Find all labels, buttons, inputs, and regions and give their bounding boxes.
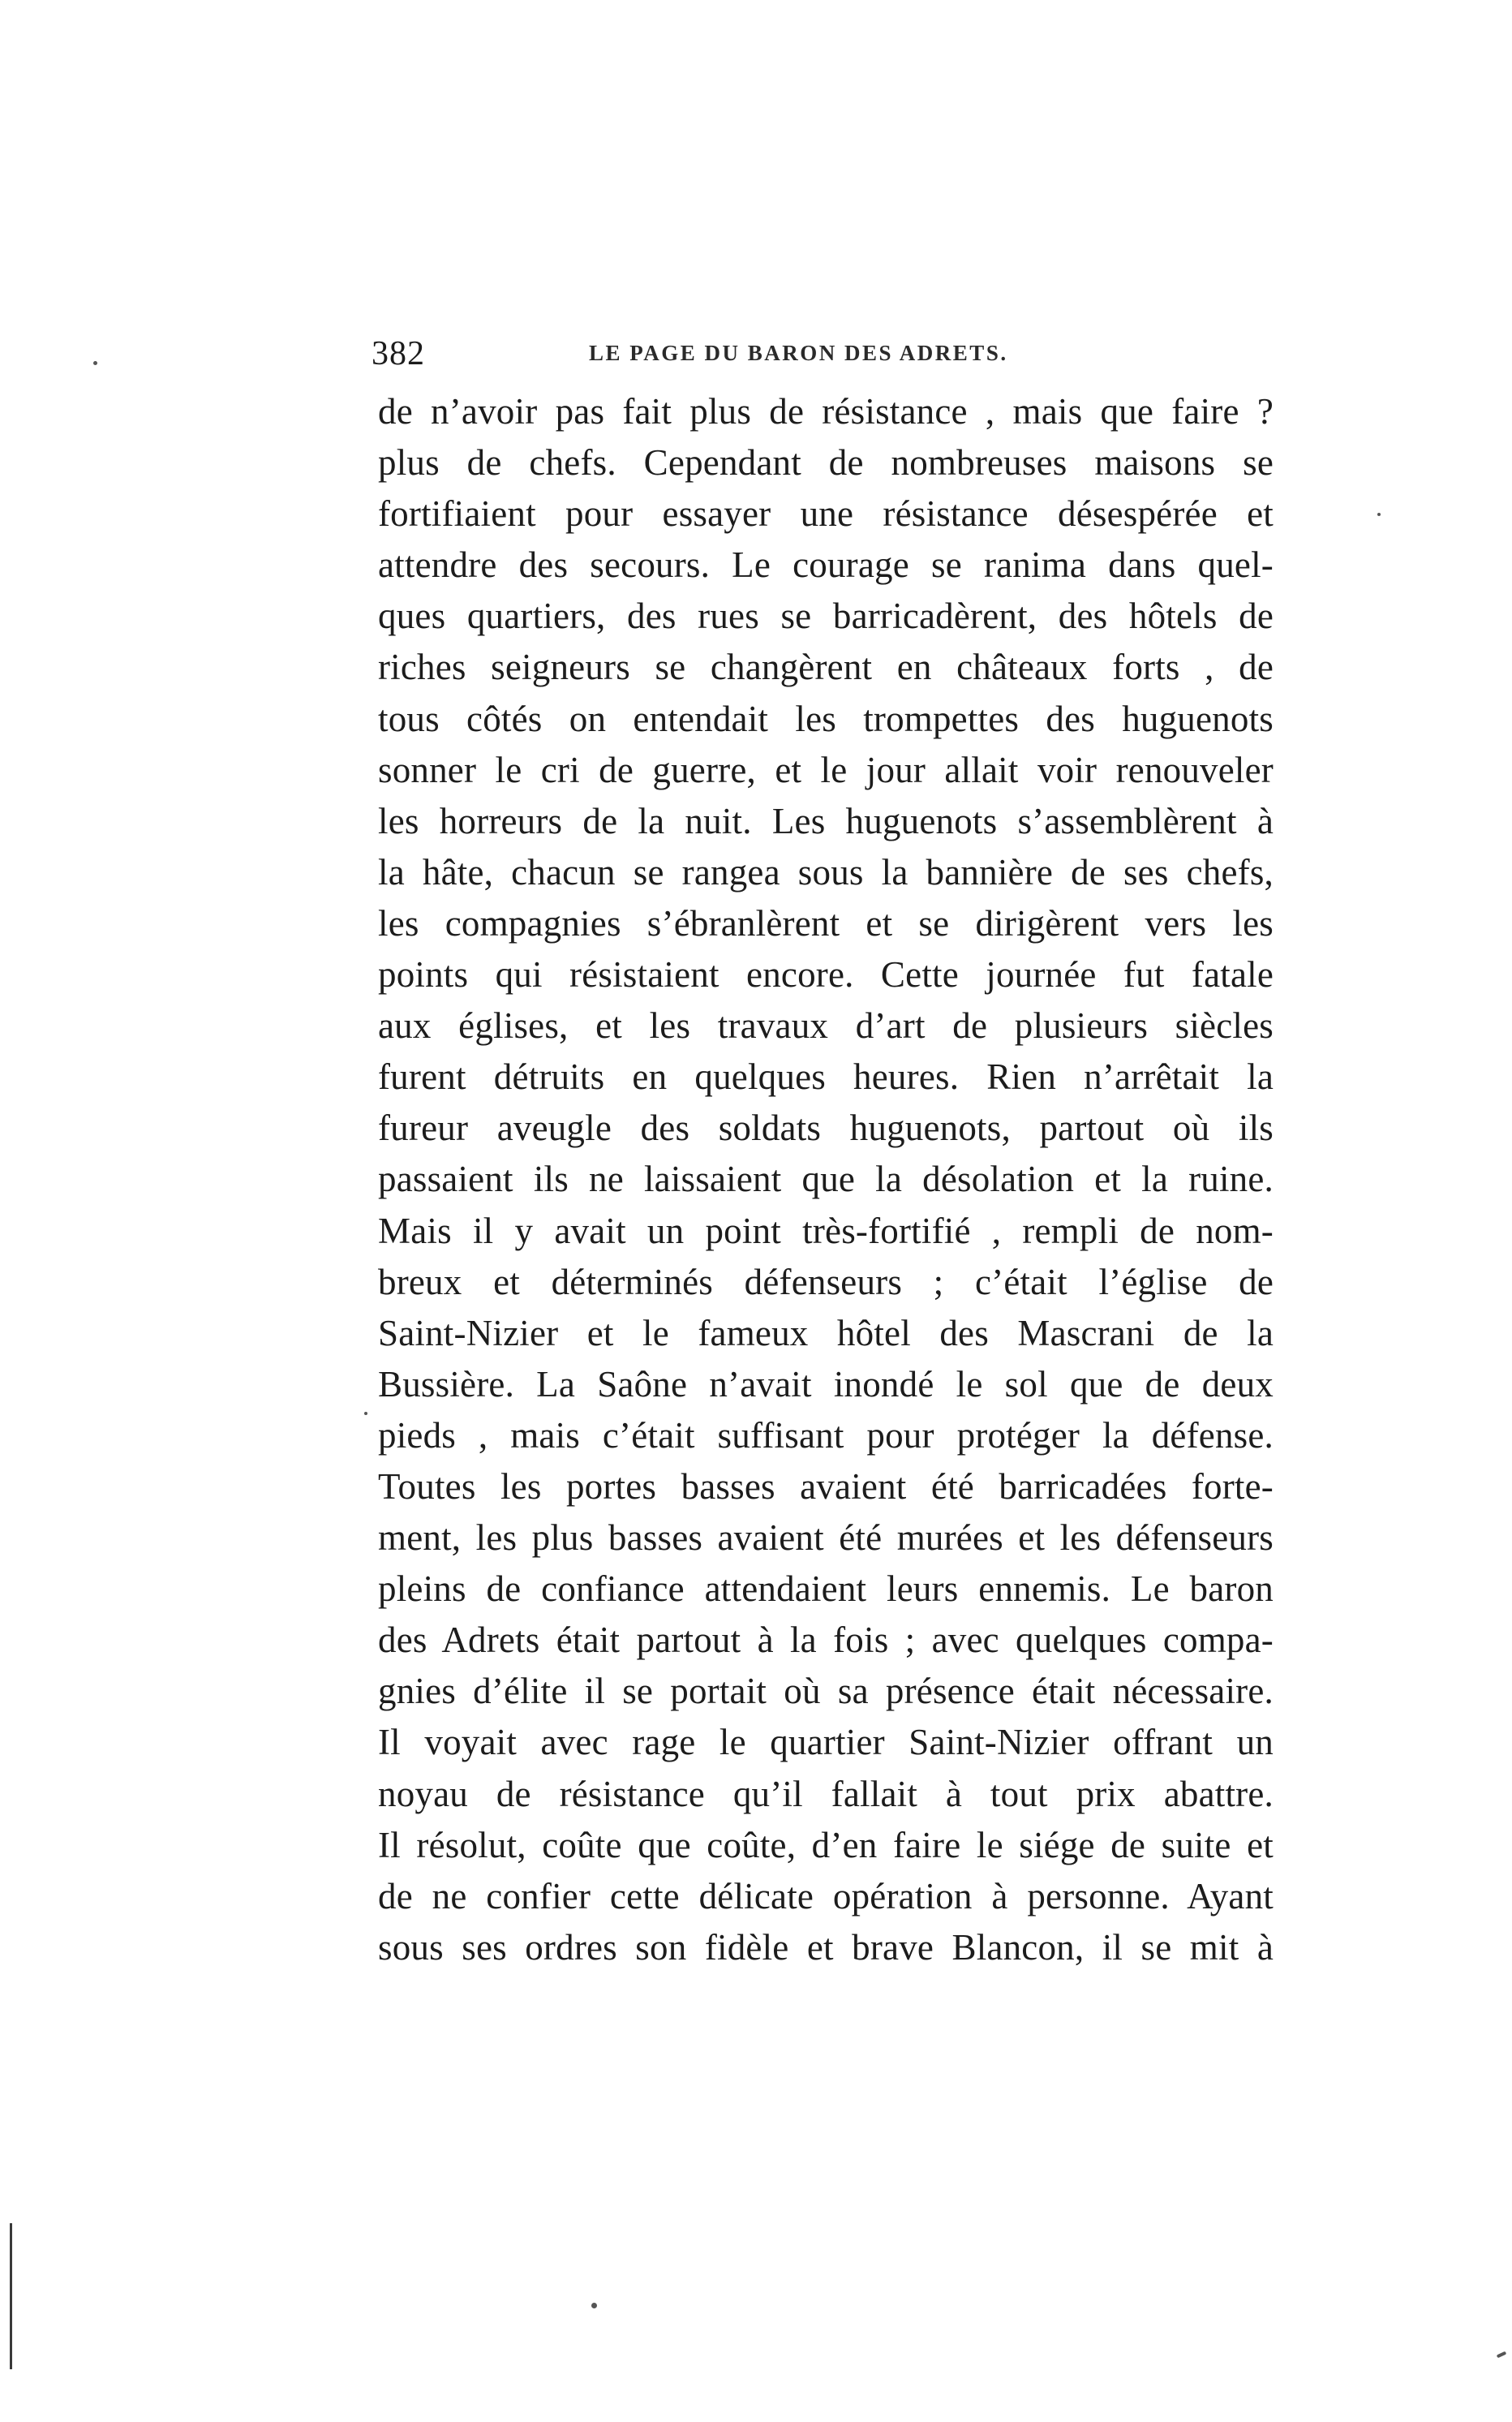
text-line: fureur aveugle des soldats huguenots, partout où ils bbox=[378, 1108, 1274, 1149]
text-line: Mais il y avait un point très-fortifié , rempli de nom- bbox=[378, 1210, 1274, 1251]
text-line: de n’avoir pas fait plus de résistance , mais que faire ? bbox=[378, 391, 1274, 432]
scan-margin-rule bbox=[10, 2223, 12, 2369]
scan-speck bbox=[1377, 513, 1381, 516]
text-line: Toutes les portes basses avaient été barricadées forte- bbox=[378, 1465, 1274, 1507]
scan-speck bbox=[591, 2303, 597, 2308]
text-line: plus de chefs. Cependant de nombreuses maisons se bbox=[378, 442, 1274, 484]
text-line: breux et déterminés défenseurs ; c’était l’église de bbox=[378, 1261, 1274, 1302]
text-line: Saint-Nizier et le fameux hôtel des Mascrani de la bbox=[378, 1312, 1274, 1353]
scan-speck bbox=[364, 1412, 367, 1415]
text-line: tous côtés on entendait les trompettes des huguenots bbox=[378, 698, 1274, 739]
text-line: noyau de résistance qu’il fallait à tout prix abattre. bbox=[378, 1773, 1274, 1814]
text-line: la hâte, chacun se rangea sous la bannière de ses chefs, bbox=[378, 851, 1274, 893]
text-line: pleins de confiance attendaient leurs ennemis. Le baron bbox=[378, 1568, 1274, 1610]
text-line: points qui résistaient encore. Cette journée fut fatale bbox=[378, 954, 1274, 996]
text-line: riches seigneurs se changèrent en châteaux forts , de bbox=[378, 647, 1274, 688]
scan-speck bbox=[1497, 2351, 1507, 2359]
scan-speck bbox=[93, 361, 97, 365]
text-line: passaient ils ne laissaient que la désolation et la ruine. bbox=[378, 1159, 1274, 1200]
text-line: sonner le cri de guerre, et le jour allait voir renouveler bbox=[378, 749, 1274, 790]
running-head bbox=[372, 334, 1272, 383]
text-line: ment, les plus basses avaient été murées et les défenseurs bbox=[378, 1517, 1274, 1559]
text-line: ques quartiers, des rues se barricadèrent, des hôtels de bbox=[378, 596, 1274, 637]
text-line: des Adrets était partout à la fois ; avec quelques compa- bbox=[378, 1620, 1274, 1661]
running-title: LE PAGE DU BARON DES ADRETS. bbox=[589, 341, 1008, 365]
text-line: Il voyait avec rage le quartier Saint-Nizier offrant un bbox=[378, 1722, 1274, 1763]
text-line: sous ses ordres son fidèle et brave Blancon, il se mit à bbox=[378, 1926, 1274, 1968]
text-line: les horreurs de la nuit. Les huguenots s’assemblèrent à bbox=[378, 800, 1274, 841]
text-line: Bussière. La Saône n’avait inondé le sol que de deux bbox=[378, 1363, 1274, 1405]
text-line: Il résolut, coûte que coûte, d’en faire le siége de suite et bbox=[378, 1824, 1274, 1865]
text-line: pieds , mais c’était suffisant pour protéger la défense. bbox=[378, 1414, 1274, 1456]
text-line: attendre des secours. Le courage se ranima dans quel- bbox=[378, 544, 1274, 586]
text-line: gnies d’élite il se portait où sa présence était nécessaire. bbox=[378, 1671, 1274, 1712]
body-text bbox=[378, 386, 1274, 1973]
text-line: de ne confier cette délicate opération à personne. Ayant bbox=[378, 1875, 1274, 1917]
text-line: les compagnies s’ébranlèrent et se dirigèrent vers les bbox=[378, 902, 1274, 944]
text-line: aux églises, et les travaux d’art de plusieurs siècles bbox=[378, 1005, 1274, 1047]
page-number: 382 bbox=[372, 335, 425, 372]
text-line: furent détruits en quelques heures. Rien n’arrêtait la bbox=[378, 1056, 1274, 1098]
text-line: fortifiaient pour essayer une résistance désespérée et bbox=[378, 493, 1274, 535]
